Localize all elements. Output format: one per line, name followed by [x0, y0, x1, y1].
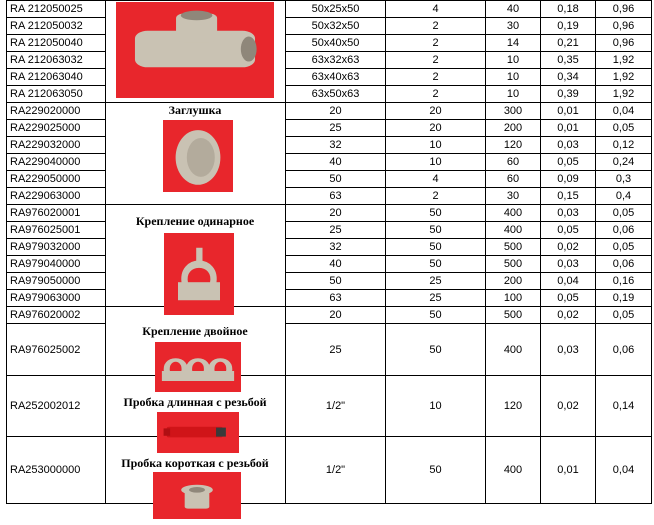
table-cell: 63: [329, 190, 342, 202]
table-cell: 0,96: [612, 3, 635, 15]
article-code: RA976025002: [10, 343, 81, 356]
table-cell: 30: [506, 20, 520, 32]
table-cell: 0,19: [612, 292, 635, 304]
table-cell: 2: [432, 37, 439, 49]
table-cell: 50: [429, 258, 442, 270]
pp-end-cap-icon: [176, 130, 221, 185]
table-cell: 2: [432, 71, 439, 83]
product-group-title: Крепление одинарное: [135, 214, 255, 228]
article-code: RA979063000: [10, 292, 81, 304]
table-cell: 0,15: [557, 190, 579, 202]
table-cell: 0,01: [557, 105, 579, 117]
product-group-title: Крепление двойное: [142, 324, 248, 338]
article-code: RA 212063032: [10, 54, 83, 66]
table-cell: 1/2": [325, 400, 346, 412]
table-cell: 25: [329, 122, 342, 134]
article-code: RA979032000: [10, 241, 81, 253]
table-cell: 30: [506, 190, 520, 202]
table-cell: 0,96: [612, 20, 635, 32]
table-cell: 500: [503, 309, 523, 321]
table-cell: 0,03: [557, 207, 579, 219]
article-code: RA976020002: [10, 309, 81, 321]
table-cell: 400: [503, 224, 523, 236]
table-cell: 120: [503, 400, 523, 412]
table-cell: 0,05: [612, 122, 635, 134]
table-cell: 40: [506, 3, 520, 15]
table-cell: 2: [432, 54, 439, 66]
table-cell: 0,02: [557, 309, 579, 321]
table-cell: 120: [503, 139, 523, 151]
table-cell: 300: [503, 105, 523, 117]
table-cell: 50: [429, 464, 442, 476]
article-code: RA979040000: [10, 258, 81, 270]
table-cell: 50: [429, 207, 442, 219]
table-cell: 2: [432, 20, 439, 32]
table-cell: 50: [429, 309, 442, 321]
table-cell: 63x40x63: [311, 71, 360, 83]
table-cell: 2: [432, 88, 439, 100]
product-photo: [155, 342, 241, 392]
product-group-title: Заглушка: [168, 103, 222, 117]
table-cell: 4: [432, 3, 439, 15]
table-cell: 25: [429, 275, 442, 287]
table-cell: 0,05: [612, 207, 635, 219]
article-code: RA976020001: [10, 207, 81, 219]
table-cell: 50x25x50: [311, 3, 360, 15]
table-cell: 40: [329, 156, 342, 168]
table-cell: 20: [429, 122, 442, 134]
grid-line: [6, 503, 652, 504]
long-threaded-plug-icon: [164, 427, 226, 438]
table-cell: 100: [503, 292, 523, 304]
table-cell: 10: [506, 54, 520, 66]
table-cell: 0,05: [557, 156, 579, 168]
article-code: RA229040000: [10, 156, 81, 168]
article-code: RA252002012: [10, 400, 81, 412]
table-cell: 1/2": [325, 464, 346, 476]
table-cell: 0,04: [612, 105, 635, 117]
table-cell: 0,06: [612, 224, 635, 236]
table-cell: 25: [429, 292, 442, 304]
article-code: RA229025000: [10, 122, 81, 134]
table-cell: 0,14: [612, 400, 635, 412]
table-cell: 14: [506, 37, 520, 49]
table-cell: 10: [429, 400, 442, 412]
table-cell: 0,04: [612, 464, 635, 476]
table-cell: 0,16: [612, 275, 635, 287]
table-cell: 0,02: [557, 241, 579, 253]
table-cell: 50: [329, 173, 342, 185]
table-cell: 50: [329, 275, 342, 287]
article-code: RA253000000: [10, 464, 81, 476]
product-photo: [164, 233, 234, 315]
table-cell: 10: [429, 139, 442, 151]
table-cell: 0,03: [557, 139, 579, 151]
article-code: RA229050000: [10, 173, 81, 185]
table-cell: 50: [429, 241, 442, 253]
table-cell: 25: [329, 224, 342, 236]
table-cell: 1,92: [612, 88, 635, 100]
article-code: RA229020000: [10, 105, 81, 117]
article-code: RA 212050025: [10, 3, 83, 15]
table-cell: 20: [329, 309, 342, 321]
table-cell: 63x50x63: [311, 88, 360, 100]
article-code: RA976025001: [10, 224, 81, 236]
table-cell: 0,4: [615, 190, 632, 202]
table-cell: 0,05: [612, 309, 635, 321]
article-code: RA229032000: [10, 139, 81, 151]
table-cell: 50: [429, 224, 442, 236]
table-cell: 1,92: [612, 71, 635, 83]
table-cell: 63: [329, 292, 342, 304]
table-cell: 0,02: [557, 400, 579, 412]
product-photo: [153, 472, 241, 519]
table-cell: 0,18: [557, 3, 579, 15]
table-cell: 0,39: [557, 88, 579, 100]
table-cell: 60: [506, 156, 520, 168]
grid-line: [6, 0, 7, 504]
table-cell: 0,24: [612, 156, 635, 168]
table-cell: 0,3: [615, 173, 632, 185]
table-cell: 200: [503, 275, 523, 287]
table-cell: 0,06: [612, 258, 635, 270]
article-code: RA 212063040: [10, 71, 83, 83]
table-cell: 0,03: [557, 343, 579, 356]
table-cell: 1,92: [612, 54, 635, 66]
product-group-title: Пробка короткая с резьбой: [121, 456, 269, 470]
table-cell: 25: [329, 343, 342, 356]
table-cell: 0,05: [612, 241, 635, 253]
table-cell: 20: [329, 207, 342, 219]
table-cell: 50x40x50: [311, 37, 360, 49]
table-cell: 0,01: [557, 464, 579, 476]
table-cell: 0,01: [557, 122, 579, 134]
table-cell: 200: [503, 122, 523, 134]
article-code: RA 212063050: [10, 88, 83, 100]
table-cell: 400: [503, 207, 523, 219]
article-code: RA 212050040: [10, 37, 83, 49]
table-cell: 2: [432, 190, 439, 202]
table-cell: 0,12: [612, 139, 635, 151]
table-cell: 63x32x63: [311, 54, 360, 66]
table-cell: 0,04: [557, 275, 579, 287]
table-cell: 32: [329, 241, 342, 253]
table-cell: 10: [429, 156, 442, 168]
table-cell: 400: [503, 343, 523, 356]
table-cell: 0,34: [557, 71, 579, 83]
table-cell: 50x32x50: [311, 20, 360, 32]
table-cell: 0,05: [557, 224, 579, 236]
table-cell: 400: [503, 464, 523, 476]
table-cell: 0,06: [612, 343, 635, 356]
table-cell: 32: [329, 139, 342, 151]
table-cell: 500: [503, 241, 523, 253]
table-cell: 0,19: [557, 20, 579, 32]
table-cell: 20: [429, 105, 442, 117]
table-cell: 10: [506, 71, 520, 83]
article-code: RA229063000: [10, 190, 81, 202]
table-cell: 50: [429, 343, 442, 356]
table-cell: 0,35: [557, 54, 579, 66]
table-cell: 0,05: [557, 292, 579, 304]
table-cell: 0,96: [612, 37, 635, 49]
table-cell: 0,09: [557, 173, 579, 185]
table-cell: 20: [329, 105, 342, 117]
article-code: RA979050000: [10, 275, 81, 287]
product-photo: [116, 2, 274, 98]
table-cell: 4: [432, 173, 439, 185]
table-cell: 0,21: [557, 37, 579, 49]
table-cell: 40: [329, 258, 342, 270]
table-cell: 10: [506, 88, 520, 100]
short-threaded-plug-icon: [181, 485, 213, 509]
grid-line: [105, 0, 106, 504]
table-cell: 60: [506, 173, 520, 185]
product-photo: [163, 120, 233, 192]
article-code: RA 212050032: [10, 20, 83, 32]
grid-line: [651, 0, 652, 504]
product-photo: [157, 412, 239, 453]
table-cell: 0,03: [557, 258, 579, 270]
product-group-title: Пробка длинная с резьбой: [123, 395, 267, 409]
table-cell: 500: [503, 258, 523, 270]
